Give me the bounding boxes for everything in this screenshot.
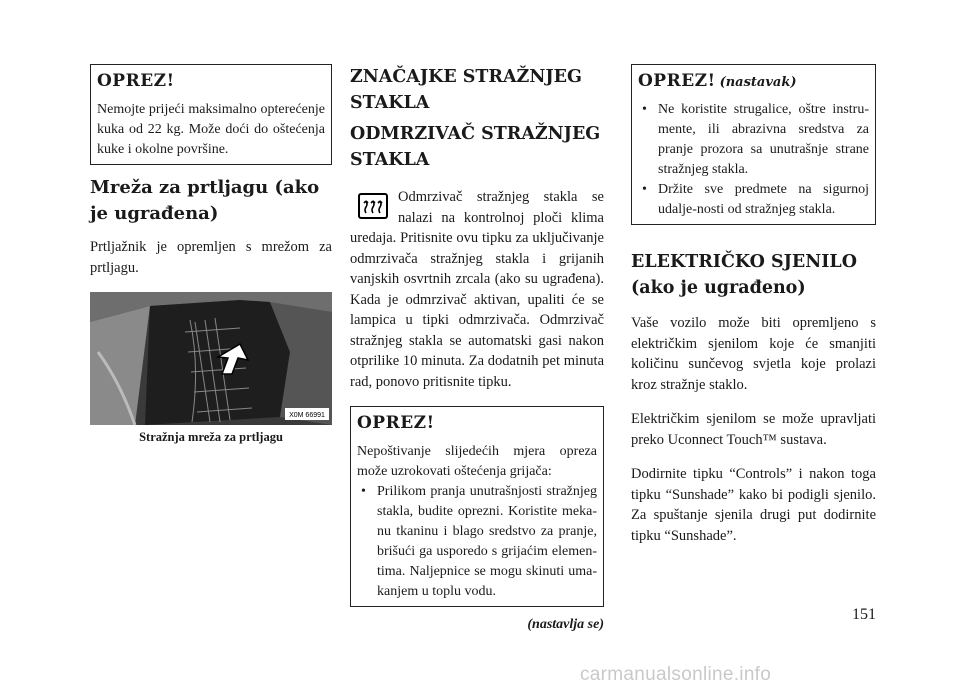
caution-box-continued [631, 64, 876, 225]
caution-title: OPREZ! [638, 71, 716, 91]
watermark: carmanualsonline.info [580, 664, 772, 685]
cargo-net-photo [90, 292, 332, 425]
sunshade-paragraph-2: Električkim sjenilom se može upravljati preko Uconnect Touch™ sustava. [631, 411, 876, 448]
sunshade-heading: ELEKTRIČKO SJENILO (ako je ugrađeno) [631, 252, 857, 298]
cargo-net-heading: Mreža za prtljagu (ako je ugrađena) [90, 177, 320, 224]
page-number: 151 [852, 606, 876, 623]
caution-box-hook [90, 64, 332, 165]
caution-continued: (nastavak) [719, 75, 797, 90]
photo-caption: Stražnja mreža za prtljagu [139, 430, 283, 444]
caution-title-row [638, 71, 869, 91]
caution-bullets [638, 100, 869, 220]
image-code: X0M 66991 [289, 412, 325, 419]
left-column [90, 64, 332, 445]
rear-defrost-icon [358, 193, 388, 219]
right-column [631, 64, 876, 546]
continued-label: (nastavlja se) [527, 617, 604, 632]
caution-box-defroster [350, 406, 604, 607]
rear-defroster-paragraph: Odmrzivač stražnjeg stakla se nalazi na kontrolnoj ploči klima uredaja. Pritisnite ovu tipku za uključivanje odmrzivača stražnjeg stakla i grijanih vanjskih osvrtnih zrcala (ako su ugrađena). Kada je odmrzivač aktivan, upaliti će se lampica u tipki odmrzivača. Odmrzivač stražnjeg stakla se automatski gasi nakon otprilike 10 minuta. Za dodatnih pet minuta rad, ponovo pritisnite tipku. [350, 189, 604, 390]
cargo-net-paragraph: Prtljažnik je opremljen s mrežom za prtljagu. [90, 239, 332, 276]
caution-title: OPREZ! [357, 413, 435, 433]
rear-defroster-heading: ODMRZIVAČ STRAŽNJEG STAKLA [350, 124, 601, 170]
rear-window-features-heading: ZNAČAJKE STRAŽNJEG STAKLA [350, 67, 582, 113]
caution-bullet: • Ne koristite strugalice, oštre instru-mente, ili abrazivna sredstva za pranje prozora sa unutrašnje strane stražnjeg stakla. [638, 100, 869, 180]
caution-title: OPREZ! [97, 71, 175, 91]
caution-bullet: • Prilikom pranja unutrašnjosti stražnjeg stakla, budite oprezni. Koristite meka-nu tkaninu i blago sredstvo za pranje, brišući ga usporedo s grijaćim elemen-tima. Naljepnice se mogu skinuti uma-kanjem u toplu vodu. [357, 482, 597, 602]
sunshade-paragraph-1: Vaše vozilo može biti opremljeno s električkim sjenilom koje će smanjiti količinu sunčevog svjetla koje prolazi kroz stražnje staklo. [631, 315, 876, 393]
caution-bullets [357, 482, 597, 602]
caution-text: Nemojte prijeći maksimalno opterećenje kuka od 22 kg. Može doći do oštećenja kuke i okolne površine. [97, 102, 325, 157]
middle-column [350, 64, 604, 633]
sunshade-paragraph-3: Dodirnite tipku “Controls” i nakon toga tipku “Sunshade” kako bi podigli sjenilo. Za spuštanje sjenila drugi put dodirnite tipku “Sunshade”. [631, 466, 876, 544]
caution-intro: Nepoštivanje slijedećih mjera opreza može uzrokovati oštećenja grijača: [357, 444, 597, 479]
caution-bullet: • Držite sve predmete na sigurnoj udalje-nosti od stražnjeg stakla. [638, 180, 869, 220]
